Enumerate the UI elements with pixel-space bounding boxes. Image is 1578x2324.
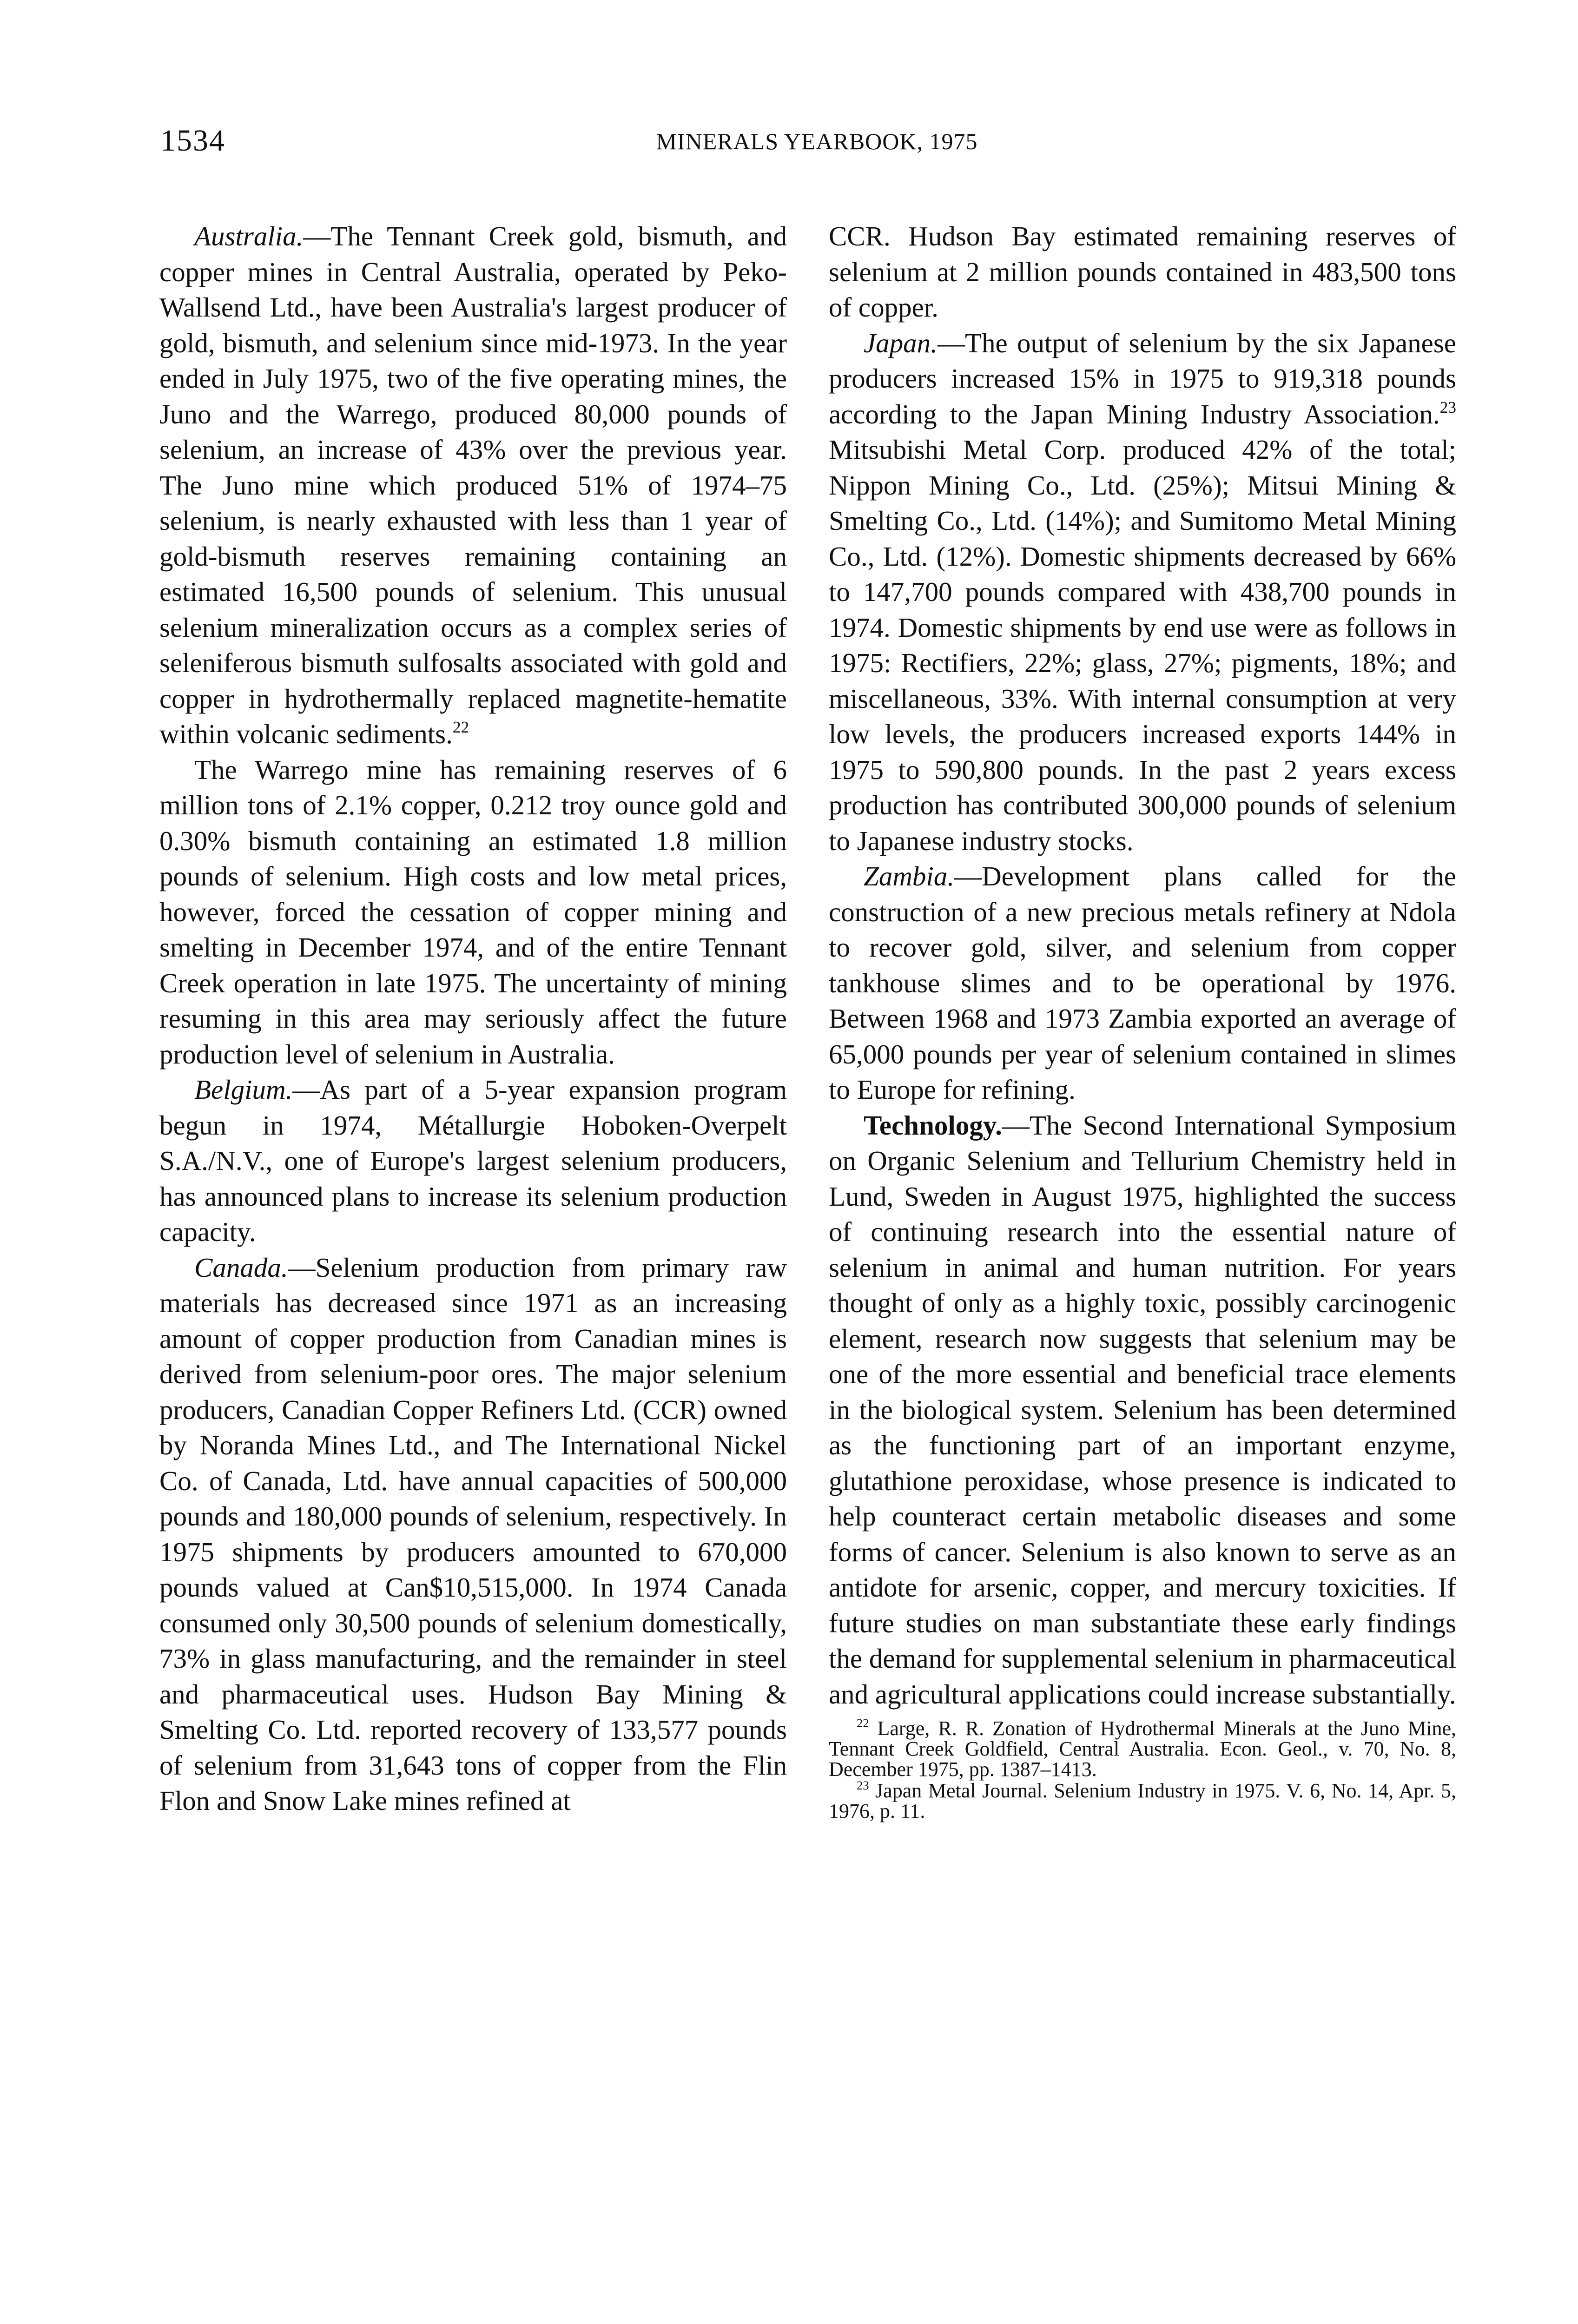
paragraph-text: —The Tennant Creek gold, bismuth, and copper mines in Central Australia, operated by Peko-Wallsend Ltd., have been Australia's largest producer of gold, bismuth, and selenium since mid-1973. In the year ended in July 1975, two of the five operating mines, the Juno and the Warrego, produced 80,000 pounds of selenium, an increase of 43% over the previous year. The Juno mine which produced 51% of 1974–75 selenium, is nearly exhausted with less than 1 year of gold-bismuth reserves remaining containing an estimated 16,500 pounds of selenium. This unusual selenium mineralization occurs as a complex series of seleniferous bismuth sulfosalts associated with gold and copper in hydrothermally replaced magnetite-hematite within volcanic sediments.	[159, 221, 787, 749]
paragraph-text: —The output of selenium by the six Japanese producers increased 15% in 1975 to 919,318 pounds according to the Japan Mining Industry Association.	[829, 327, 1456, 429]
paragraph-text: —As part of a 5-year expansion program begun in 1974, Métallurgie Hoboken-Overpelt S.A./N.V., one of Europe's largest selenium producers, has announced plans to increase its selenium production capacity.	[159, 1074, 787, 1247]
section-lead-zambia: Zambia.	[864, 861, 955, 891]
footnote-number: 22	[857, 1716, 869, 1730]
footnote-ref: 23	[1439, 397, 1456, 416]
left-column	[159, 218, 787, 1819]
paragraph-text: Mitsubishi Metal Corp. produced 42% of the total; Nippon Mining Co., Ltd. (25%); Mitsui Mining & Smelting Co., Ltd. (14%); and Sumitomo Metal Mining Co., Ltd. (12%). Domestic shipments decreased by 66% to 147,700 pounds compared with 438,700 pounds in 1974. Domestic shipments by end use were as follows in 1975: Rectifiers, 22%; glass, 27%; pigments, 18%; and miscellaneous, 33%. With internal consumption at very low levels, the producers increased exports 144% in 1975 to 590,800 pounds. In the past 2 years excess production has contributed 300,000 pounds of selenium to Japanese industry stocks.	[829, 434, 1456, 856]
footnote-ref: 22	[452, 718, 469, 736]
right-column	[829, 218, 1456, 1822]
footnote-text: Large, R. R. Zonation of Hydrothermal Minerals at the Juno Mine, Tennant Creek Goldfield, Central Australia. Econ. Geol., v. 70, No. 8, December 1975, pp. 1387–1413.	[829, 1717, 1456, 1781]
paragraph-technology	[829, 1108, 1456, 1712]
footnote	[829, 1718, 1456, 1780]
paragraph-text: —Selenium production from primary raw materials has decreased since 1971 as an increasing amount of copper production from Canadian mines is derived from selenium-poor ores. The major selenium producers, Canadian Copper Refiners Ltd. (CCR) owned by Noranda Mines Ltd., and The International Nickel Co. of Canada, Ltd. have annual capacities of 500,000 pounds and 180,000 pounds of selenium, respectively. In 1975 shipments by producers amounted to 670,000 pounds valued at Can$10,515,000. In 1974 Canada consumed only 30,500 pounds of selenium domestically, 73% in glass manufacturing, and the remainder in steel and pharmaceutical uses. Hudson Bay Mining & Smelting Co. Ltd. reported recovery of 133,577 pounds of selenium from 31,643 tons of copper from the Flin Flon and Snow Lake mines refined at	[159, 1252, 787, 1816]
running-title: MINERALS YEARBOOK, 1975	[656, 128, 978, 154]
paragraph-belgium	[159, 1072, 787, 1250]
footnote	[829, 1778, 1456, 1822]
section-lead-australia: Australia.	[194, 221, 304, 251]
paragraph-canada	[159, 1250, 787, 1819]
section-lead-technology: Technology.	[864, 1109, 1002, 1141]
paragraph-australia	[159, 218, 787, 752]
paragraph-japan	[829, 325, 1456, 859]
paragraph-text: —Development plans called for the construction of a new precious metals refinery at Ndola to recover gold, silver, and selenium from copper tankhouse slimes and to be operational by 1976. Between 1968 and 1973 Zambia exported an average of 65,000 pounds per year of selenium contained in slimes to Europe for refining.	[829, 861, 1456, 1105]
footnotes	[829, 1717, 1456, 1822]
paragraph-text: CCR. Hudson Bay estimated remaining reserves of selenium at 2 million pounds contained in 483,500 tons of copper.	[829, 221, 1456, 323]
paragraph-text: —The Second International Symposium on Organic Selenium and Tellurium Chemistry held in Lund, Sweden in August 1975, highlighted the success of continuing research into the essential nature of selenium in animal and human nutrition. For years thought of only as a highly toxic, possibly carcinogenic element, research now suggests that selenium may be one of the more essential and beneficial trace elements in the biological system. Selenium has been determined as the functioning part of an important enzyme, glutathione peroxidase, whose presence is indicated to help counteract certain metabolic diseases and some forms of cancer. Selenium is also known to serve as an antidote for arsenic, copper, and mercury toxicities. If future studies on man substantiate these early findings the demand for supplemental selenium in pharmaceutical and agricultural applications could increase substantially.	[829, 1109, 1456, 1710]
section-lead-canada: Canada.	[194, 1252, 288, 1283]
paragraph-warrego	[159, 752, 787, 1072]
paragraph-text: The Warrego mine has remaining reserves of 6 million tons of 2.1% copper, 0.212 troy ounce gold and 0.30% bismuth containing an estimated 1.8 million pounds of selenium. High costs and low metal prices, however, forced the cessation of copper mining and smelting in December 1974, and of the entire Tennant Creek operation in late 1975. The uncertainty of mining resuming in this area may seriously affect the future production level of selenium in Australia.	[159, 754, 787, 1070]
paragraph-canada-continued	[829, 218, 1456, 325]
footnote-number: 23	[857, 1778, 869, 1792]
paragraph-zambia	[829, 858, 1456, 1108]
footnote-text: Japan Metal Journal. Selenium Industry in 1975. V. 6, No. 14, Apr. 5, 1976, p. 11.	[829, 1779, 1456, 1822]
section-lead-belgium: Belgium.	[194, 1074, 293, 1105]
page-number: 1534	[160, 124, 225, 158]
section-lead-japan: Japan.	[864, 327, 938, 358]
